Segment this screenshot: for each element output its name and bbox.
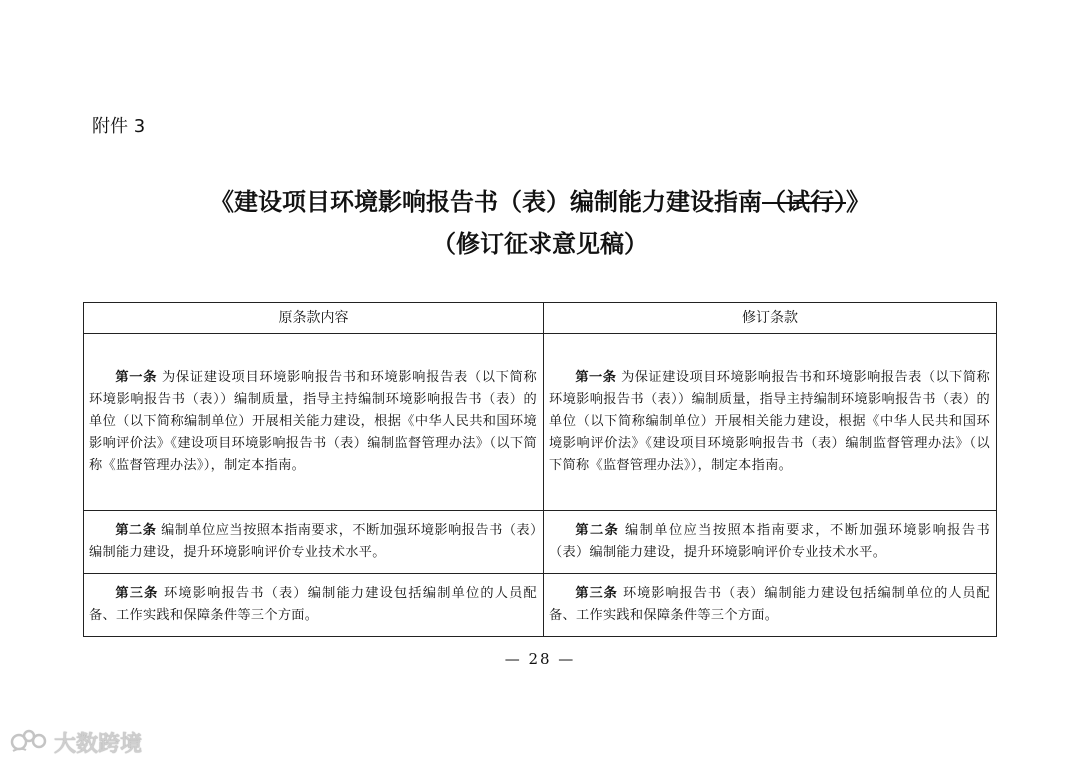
document-title — [0, 182, 1080, 217]
header-original: 原条款内容 — [84, 303, 544, 334]
chain-logo-icon — [10, 727, 48, 757]
title-main-text: 《建设项目环境影响报告书（表）编制能力建设指南 — [210, 188, 762, 216]
article-label: 第一条 — [575, 370, 617, 385]
attachment-label: 附件 3 — [92, 116, 146, 137]
document-subtitle: （修订征求意见稿） — [432, 230, 648, 258]
article-text: 为保证建设项目环境影响报告书和环境影响报告表（以下简称环境影响报告书（表））编制质量，指导主持编制环境影响报告书（表）的单位（以下简称编制单位）开展相关能力建设，根据《中华人民共和国环境影响评价法》《建设项目环境影响报告书（表）编制监督管理办法》（以下简称《监督管理办法》），制定本指南。 — [549, 370, 990, 473]
article-label: 第三条 — [575, 586, 618, 601]
article-label: 第二条 — [575, 523, 620, 538]
article-label: 第一条 — [115, 370, 158, 385]
article-label: 第二条 — [115, 523, 157, 538]
title-struck-text: （试行） — [762, 188, 846, 216]
original-cell — [84, 511, 544, 574]
article-text: 编制单位应当按照本指南要求，不断加强环境影响报告书（表）编制能力建设，提升环境影响评价专业技术水平。 — [549, 523, 991, 560]
article-text: 为保证建设项目环境影响报告书和环境影响报告表（以下简称环境影响报告书（表））编制质量，指导主持编制环境影响报告书（表）的单位（以下简称编制单位）开展相关能力建设，根据《中华人民共和国环境影响评价法》《建设项目环境影响报告书（表）编制监督管理办法》（以下简称《监督管理办法》），制定本指南。 — [89, 370, 537, 473]
page-number: — 28 — — [504, 650, 576, 668]
revised-cell — [544, 511, 997, 574]
header-revised: 修订条款 — [544, 303, 997, 334]
watermark-text: 大数跨境 — [54, 731, 143, 757]
original-cell — [84, 334, 544, 511]
revised-cell — [544, 574, 997, 637]
article-label: 第三条 — [115, 586, 159, 601]
title-end-text: 》 — [846, 188, 870, 216]
comparison-table — [83, 302, 997, 637]
table-row — [84, 574, 997, 637]
watermark — [10, 727, 142, 757]
article-text: 编制单位应当按照本指南要求，不断加强环境影响报告书（表）编制能力建设，提升环境影响评价专业技术水平。 — [89, 523, 537, 560]
table-row — [84, 334, 997, 511]
table-header-row — [84, 303, 997, 334]
revised-cell — [544, 334, 997, 511]
article-text: 环境影响报告书（表）编制能力建设包括编制单位的人员配备、工作实践和保障条件等三个方面。 — [549, 586, 990, 623]
original-cell — [84, 574, 544, 637]
article-text: 环境影响报告书（表）编制能力建设包括编制单位的人员配备、工作实践和保障条件等三个方面。 — [89, 586, 537, 623]
table-row — [84, 511, 997, 574]
